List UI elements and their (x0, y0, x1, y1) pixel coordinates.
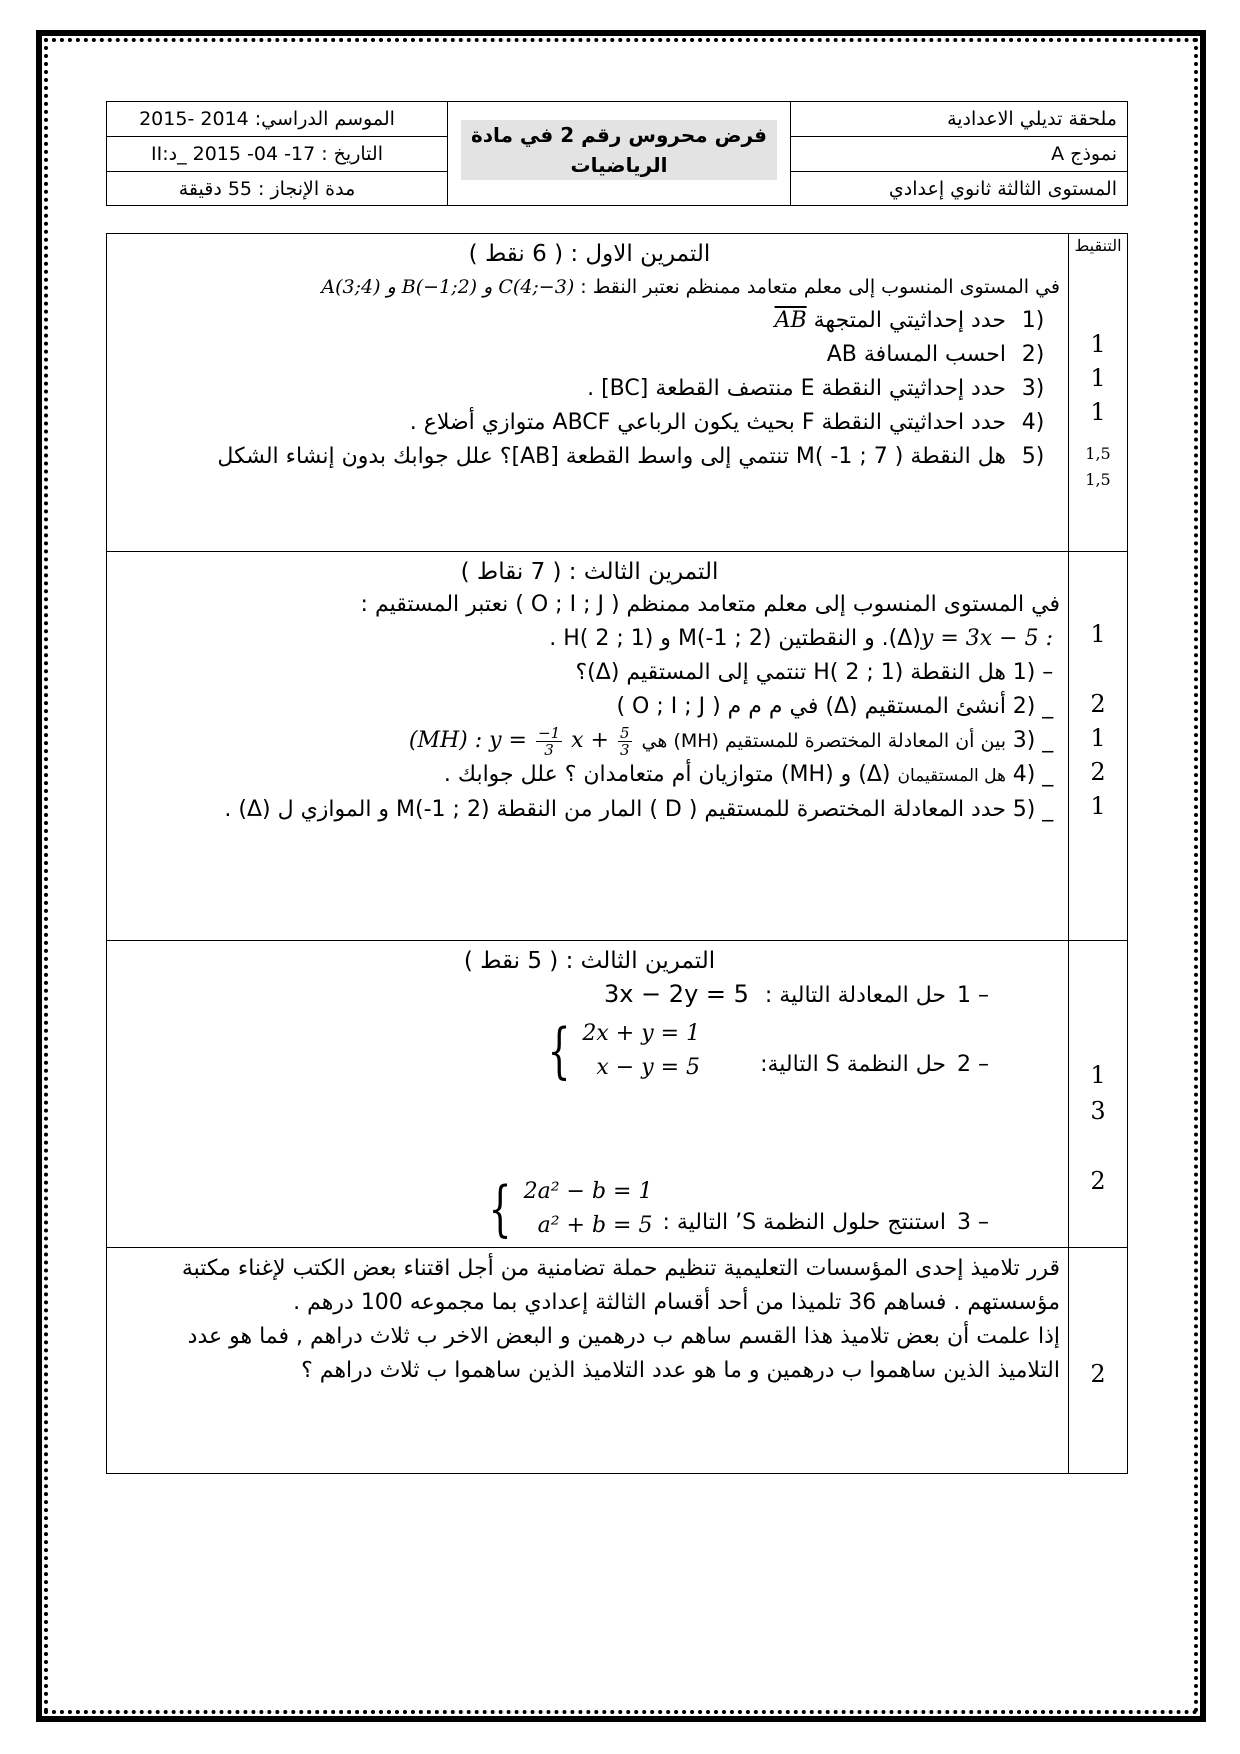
mh-equation (409, 724, 634, 758)
frac-2-numerator: 5 (619, 723, 630, 742)
ex1-question-2: 2) احسب المسافة AB (119, 338, 1060, 372)
ex1-grade-2: 1 (1090, 364, 1106, 392)
exercise-2-intro: في المستوى المنسوب إلى معلم متعامد ممنظم ( O ; I ; J ) نعتبر المستقيم : (360, 592, 1060, 617)
exercise-4-paragraph-2: إذا علمت أن بعض تلاميذ هذا القسم ساهم ب درهمين و البعض الاخر ب ثلاث دراهم , فما هو عدد التلاميذ الذين ساهموا ب درهمين و ما هو عدد التلاميذ الذين ساهموا ب ثلاث دراهم ؟ (187, 1324, 1060, 1383)
ex1-question-1: 1) حدد إحداثيتي المتجهة AB (774, 308, 1045, 333)
ex1-question-3: 3) حدد إحداثيتي النقطة E منتصف القطعة [BC] . (119, 372, 1060, 406)
exercise-4 (107, 1248, 1069, 1474)
ex1-q5-text: هل النقطة ( 7 ; 1- )M تنتمي إلى واسط القطعة [AB]؟ علل جوابك بدون إنشاء الشكل (217, 444, 1006, 469)
frac-2-denominator: 3 (619, 740, 630, 759)
exam-level: المستوى الثالثة ثانوي إعدادي (888, 178, 1117, 200)
vector-ab: AB (774, 308, 807, 333)
fraction-minus-one-third (536, 725, 562, 758)
ex4-grade: 2 (1090, 1360, 1106, 1388)
exercise-3-title: التمرين الثالث : ( 5 نقط ) (463, 948, 716, 974)
ex3-q1-text: حل المعادلة التالية : (764, 983, 946, 1008)
ex3-q3-text: استنتج حلول النظمة S’ التالية : (662, 1210, 946, 1235)
ex1-grade-5: 1,5 (1085, 470, 1111, 489)
ex3-question-3: 3 – استنتج حلول النظمة S’ التالية : { 2a² − b = 1 a² + b = 5 (119, 1175, 1060, 1243)
system-s-eq-1: 2x + y = 1 (582, 1021, 701, 1046)
mh-eq-mid: x + (571, 728, 609, 753)
header-title (448, 102, 791, 205)
mh-eq-lhs: (MH) : y = (408, 728, 527, 753)
exercise-3-grades (1069, 941, 1128, 1248)
exercise-4-grades (1069, 1248, 1128, 1474)
ex2-question-1: 1) – هل النقطة H( 2 ; 1) تنتمي إلى المستقيم (Δ)؟ (119, 656, 1060, 690)
ex2-q2-text: أنشئ المستقيم (Δ) في م م م ( O ; I ; J ) (616, 694, 1006, 719)
line-delta-equation: y = 3x − 5 : (920, 626, 1060, 651)
exam-table (106, 233, 1128, 1474)
exercise-2-points: (Δ). و النقطتين M(-1 ; 2) و H( 2 ; 1) . (549, 626, 921, 651)
system-s-prime-eq-2: a² + b = 5 (537, 1213, 653, 1238)
ex2-grade-2: 2 (1090, 690, 1106, 718)
ex2-grade-4: 2 (1090, 758, 1106, 786)
ex3-grade-3: 2 (1090, 1167, 1106, 1195)
ex1-grade-4: 1,5 (1085, 444, 1111, 463)
ex2-grade-1: 1 (1090, 620, 1106, 648)
exercise-1 (107, 234, 1069, 552)
exercise-2-title: التمرين الثالث : ( 7 نقاط ) (460, 559, 719, 585)
system-s-eq-2: x − y = 5 (596, 1055, 701, 1080)
ex1-q4-text: حدد احداثيتي النقطة F بحيث يكون الرباعي ABCF متوازي أضلاع . (409, 410, 1006, 435)
school-name: ملحقة تديلي الاعدادية (791, 102, 1127, 137)
ex2-question-5: 5) _ حدد المعادلة المختصرة للمستقيم ( D ) المار من النقطة M(-1 ; 2) و الموازي ل (Δ) . (119, 793, 1060, 827)
ex1-q1-text: حدد إحداثيتي المتجهة (813, 308, 1006, 333)
ex1-q3-text: حدد إحداثيتي النقطة E منتصف القطعة [BC] . (587, 376, 1006, 401)
exercise-2 (107, 552, 1069, 941)
ex3-question-2: 2 – حل النظمة S التالية: { 2x + y = 1 x − y = 5 (119, 1017, 1060, 1085)
exam-date: التاريخ : 17- 04- 2015 _د:II (107, 137, 447, 172)
ex1-grade-1: 1 (1090, 330, 1106, 358)
ex2-q4-text-b: (Δ) و (MH) متوازيان أم متعامدان ؟ علل جوابك . (443, 762, 891, 787)
ex1-question-4: 4) حدد احداثيتي النقطة F بحيث يكون الرباعي ABCF متوازي أضلاع . (119, 406, 1060, 440)
ex2-question-3: 3) _ بين أن المعادلة المختصرة للمستقيم (MH) هي (MH) : y = $\frac{-1}{3}$ x + $\frac{5}{3}$ (408, 723, 1054, 759)
ex1-question-5: 5) هل النقطة ( 7 ; 1- )M تنتمي إلى واسط القطعة [AB]؟ علل جوابك بدون إنشاء الشكل (119, 440, 1060, 474)
exercise-3 (107, 941, 1069, 1248)
grading-label: التنقيط (1074, 236, 1122, 255)
ex3-q2-text: حل النظمة S التالية: (760, 1052, 946, 1077)
ex2-q1-text: هل النقطة H( 2 ; 1) تنتمي إلى المستقيم (Δ)؟ (575, 660, 1006, 685)
exam-model: نموذج A (791, 137, 1127, 172)
frac-1-denominator: 3 (544, 740, 554, 759)
system-s-prime (481, 1175, 652, 1243)
school-season: الموسم الدراسي: 2014 -2015 (107, 102, 447, 137)
brace-icon: { (489, 1174, 512, 1244)
exercise-1-grades (1069, 234, 1128, 552)
exam-duration: مدة الإنجاز : 55 دقيقة (178, 178, 356, 200)
exam-title: فرض محروس رقم 2 في مادة الرياضيات (461, 120, 777, 180)
ex3-grade-1: 1 (1090, 1061, 1106, 1089)
system-s-prime-eq-1: 2a² − b = 1 (523, 1179, 653, 1204)
frac-1-numerator: −1 (538, 723, 561, 742)
ex2-q4-text-a: هل المستقيمان (897, 766, 1006, 786)
ex2-grade-5: 1 (1090, 792, 1106, 820)
system-s (540, 1017, 700, 1085)
ex3-question-1: 1 – حل المعادلة التالية : 3x − 2y = 5 (119, 977, 1060, 1013)
ex1-grade-3: 1 (1090, 398, 1106, 426)
ex2-question-2: 2) _ أنشئ المستقيم (Δ) في م م م ( O ; I ; J ) (119, 690, 1060, 724)
header-right (791, 102, 1127, 205)
ex1-q2-text: احسب المسافة AB (826, 342, 1006, 367)
brace-icon: { (547, 1016, 571, 1086)
ex3-q1-equation: 3x − 2y = 5 (603, 980, 749, 1008)
header-left (107, 102, 448, 205)
exercise-1-title: التمرين الاول : ( 6 نقط ) (468, 241, 711, 267)
ex2-q3-text: بين أن المعادلة المختصرة للمستقيم (MH) هي (641, 730, 1006, 752)
exercise-1-points: A(3;4) و B(−1;2) و C(4;−3) (321, 276, 575, 298)
exercise-2-grades (1069, 552, 1128, 941)
exercise-2-line (119, 622, 1060, 656)
fraction-five-thirds (618, 725, 632, 758)
exercise-1-intro-text: في المستوى المنسوب إلى معلم متعامد ممنظم نعتبر النقط : (580, 276, 1060, 298)
ex2-grade-3: 1 (1090, 724, 1106, 752)
ex3-grade-2: 3 (1090, 1097, 1106, 1125)
exercise-1-intro (119, 270, 1060, 304)
exercise-4-paragraph-1: قرر تلاميذ إحدى المؤسسات التعليمية تنظيم حملة تضامنية من أجل اقتناء بعض الكتب لإغناء مكتبة مؤسستهم . فساهم 36 تلميذا من أحد أقسام الثالثة إعدادي بما مجموعه 100 درهم . (181, 1256, 1060, 1315)
exam-header (106, 101, 1128, 206)
ex2-q5-text: حدد المعادلة المختصرة للمستقيم ( D ) المار من النقطة M(-1 ; 2) و الموازي ل (Δ) . (224, 797, 1006, 822)
ex2-question-4: 4) _ هل المستقيمان (Δ) و (MH) متوازيان أم متعامدان ؟ علل جوابك . (443, 762, 1054, 787)
